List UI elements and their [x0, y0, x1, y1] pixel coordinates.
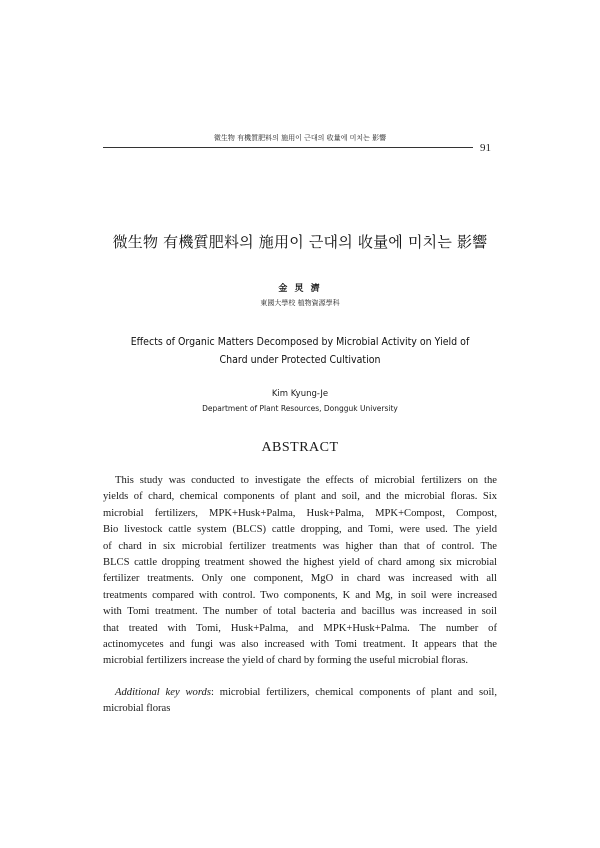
abstract-heading: ABSTRACT [261, 440, 339, 455]
abstract-line: that treated with Tomi, Husk+Palma, and MPK+Husk+Palma. The number of [103, 622, 497, 634]
korean-title: 微生物 有機質肥料의 施用이 근대의 收量에 미치는 影響 [112, 233, 488, 251]
affiliation-english: Department of Plant Resources, Dongguk University [202, 404, 398, 413]
abstract-line: Bio livestock cattle system (BLCS) cattle dropping, and Tomi, were used. The yield [103, 524, 497, 536]
abstract-line: treatments compared with control. Two components, K and Mg, in soil were increased [103, 589, 497, 601]
abstract-line: BLCS cattle dropping treatment showed the highest yield of chard among six microbial [103, 556, 497, 568]
abstract-line: actinomycetes and fungi was also increased with Tomi treatment. It appears that the [103, 638, 497, 650]
abstract-line: microbial fertilizers increase the yield of chard by forming the useful microbial floras. [103, 655, 469, 667]
abstract-line: yields of chard, chemical components of plant and soil, and the microbial floras. Six [103, 491, 497, 503]
abstract-body [103, 473, 497, 670]
english-title-line-2: Chard under Protected Cultivation [219, 354, 381, 366]
english-title [0, 333, 600, 369]
running-head: 微生物 有機質肥料의 施用이 근대의 收量에 미치는 影響 [213, 134, 387, 142]
page-number: 91 [480, 142, 491, 154]
author-korean: 金 炅 濟 [278, 284, 322, 294]
keywords-label: Additional key words [115, 687, 211, 698]
keywords-list: : microbial fertilizers, chemical components of plant and soil, [210, 687, 497, 698]
author-english: Kim Kyung-Je [271, 389, 329, 399]
abstract-line: This study was conducted to investigate the effects of microbial fertilizers on the [115, 475, 497, 486]
abstract-line: of chard in six microbial fertilizer treatments was higher than that of control. The [103, 540, 497, 552]
affiliation-korean: 東國大學校 植物資源學科 [260, 299, 340, 307]
english-title-line-1: Effects of Organic Matters Decomposed by Microbial Activity on Yield of [130, 336, 470, 348]
header-rule [103, 147, 473, 148]
abstract-line: fertilizer treatments. Only one component, MgO in chard was increased with all [103, 573, 497, 585]
keywords [103, 685, 497, 718]
keywords-line-1 [103, 685, 497, 701]
abstract-line: microbial fertilizers, MPK+Husk+Palma, Husk+Palma, MPK+Compost, Compost, [103, 507, 497, 519]
keywords-line-2: microbial floras [103, 703, 171, 715]
abstract-line: with Tomi treatment. The number of total bacteria and bacillus was increased in soil [103, 606, 497, 618]
